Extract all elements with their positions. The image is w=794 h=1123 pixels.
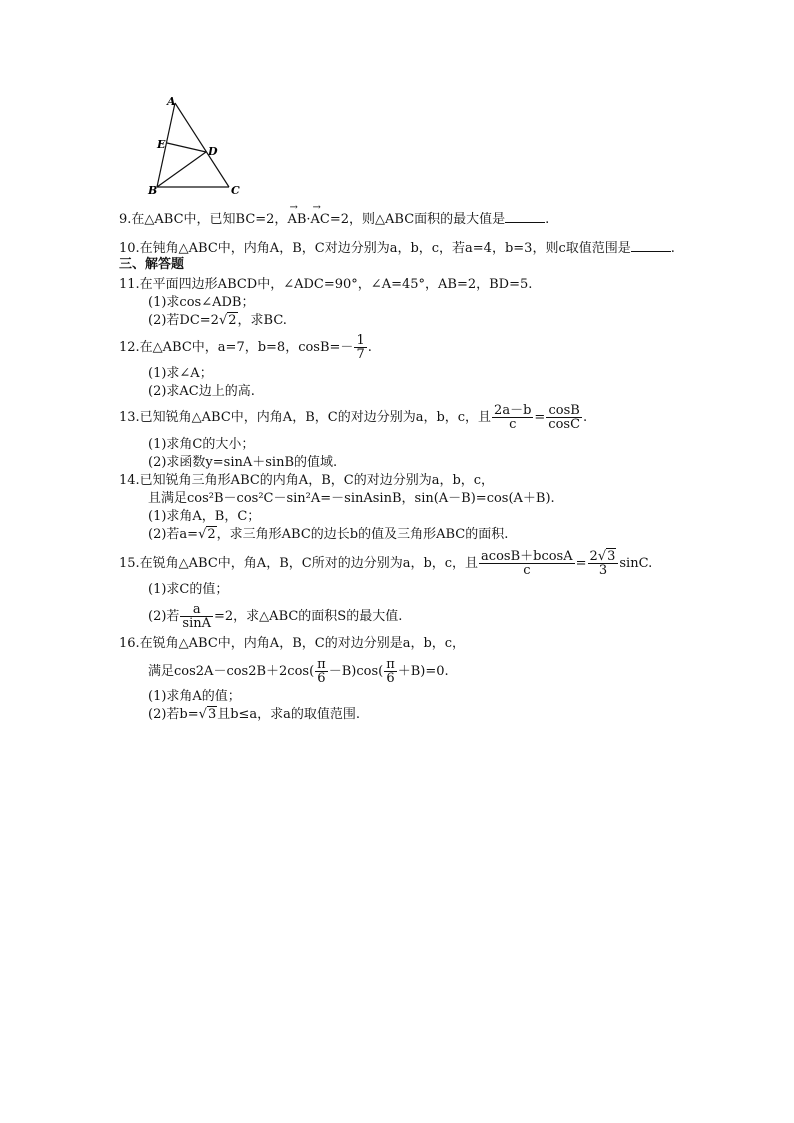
answer-blank [505,210,545,223]
segment-ed [167,143,206,152]
label-e: E [157,138,166,151]
question-12: 12.在△ABC中，a=7，b=8，cosB=－ $\frac{1}{7}$ . [119,333,372,362]
question-13: 13.已知锐角△ABC中，内角A，B，C的对边分别为a，b，c，且 $\frac{2a-b}{c}$ = $\frac{\cos B}{\cos C}$ . [119,403,588,432]
question-13-part-2: (2)求函数y=sinA＋sinB的值域. [148,455,338,470]
fraction: $\frac{2a-b}{c}$ [494,403,532,432]
question-15-part-1: (1)求C的值； [148,582,229,597]
question-12-part-2: (2)求AC边上的高. [148,384,255,399]
question-15: 15.在锐角△ABC中，角A，B，C所对的边分别为a，b，c，且 $\frac{acosB+bcosA}{c}$ = $\frac{2√3}{3}$ sinC. [119,549,653,578]
sqrt: √3 [198,707,217,722]
question-16-part-1: (1)求角A的值； [148,689,241,704]
sqrt: √2 [218,313,237,328]
fraction: $\frac{\pi}{6}$ [317,657,326,686]
fraction: $\frac{1}{7}$ [356,333,365,362]
fraction: $\frac{2√3}{3}$ [588,550,619,577]
section-heading: 三、解答题 [119,257,185,272]
question-16-part-2: (2)若b=√3且b≤a，求a的取值范围. [148,707,361,722]
question-16: 16.在锐角△ABC中，内角A，B，C的对边分别是a，b，c， [119,636,466,651]
segment-ac [175,103,229,187]
label-d: D [208,145,218,158]
label-a: A [167,95,176,108]
question-9: 9.在△ABC中，已知BC=2， → AB· → AC=2，则△ABC面积的最大值是 . [119,202,550,227]
question-11-part-1: (1)求cos∠ADB； [148,295,255,310]
label-b: B [148,184,158,197]
question-12-part-1: (1)求∠A； [148,366,213,381]
segment-bd [157,152,206,187]
question-13-part-1: (1)求角C的大小； [148,437,255,452]
question-14-part-2: (2)若a=√2，求三角形ABC的边长b的值及三角形ABC的面积. [148,527,509,542]
fraction: $\frac{\cos B}{\cos C}$ [548,403,581,432]
sqrt: √2 [198,527,216,542]
answer-blank [631,239,671,252]
question-11: 11.在平面四边形ABCD中，∠ADC=90°，∠A=45°，AB=2，BD=5. [119,277,533,292]
vector-ab: → AB [287,202,307,227]
question-15-part-2: (2)若 $\frac{a}{\sin A}$ =2，求△ABC的面积S的最大值. [148,602,403,631]
vector-ac: → AC [310,202,330,227]
fraction: $\frac{a}{\sin A}$ [182,602,212,631]
question-10: 10.在钝角△ABC中，内角A，B，C对边分别为a，b，c，若a=4，b=3，则c取值范围是 . [119,241,675,256]
label-c: C [231,184,240,197]
fraction: $\frac{acosB+bcosA}{c}$ [481,549,573,578]
question-14: 14.已知锐角三角形ABC的内角A，B，C的对边分别为a，b，c， [119,473,495,488]
question-16-condition: 满足cos2A－cos2B＋2cos( $\frac{\pi}{6}$ －B)cos( $\frac{\pi}{6}$ ＋B)=0. [148,657,449,686]
fraction: $\frac{\pi}{6}$ [386,657,395,686]
triangle-figure [140,92,250,200]
question-11-part-2: (2)若DC=2√2，求BC. [148,313,287,328]
question-14-condition: 且满足cos²B－cos²C－sin²A=－sinAsinB，sin(A－B)=cos(A＋B). [148,491,555,506]
question-14-part-1: (1)求角A，B，C； [148,509,261,524]
